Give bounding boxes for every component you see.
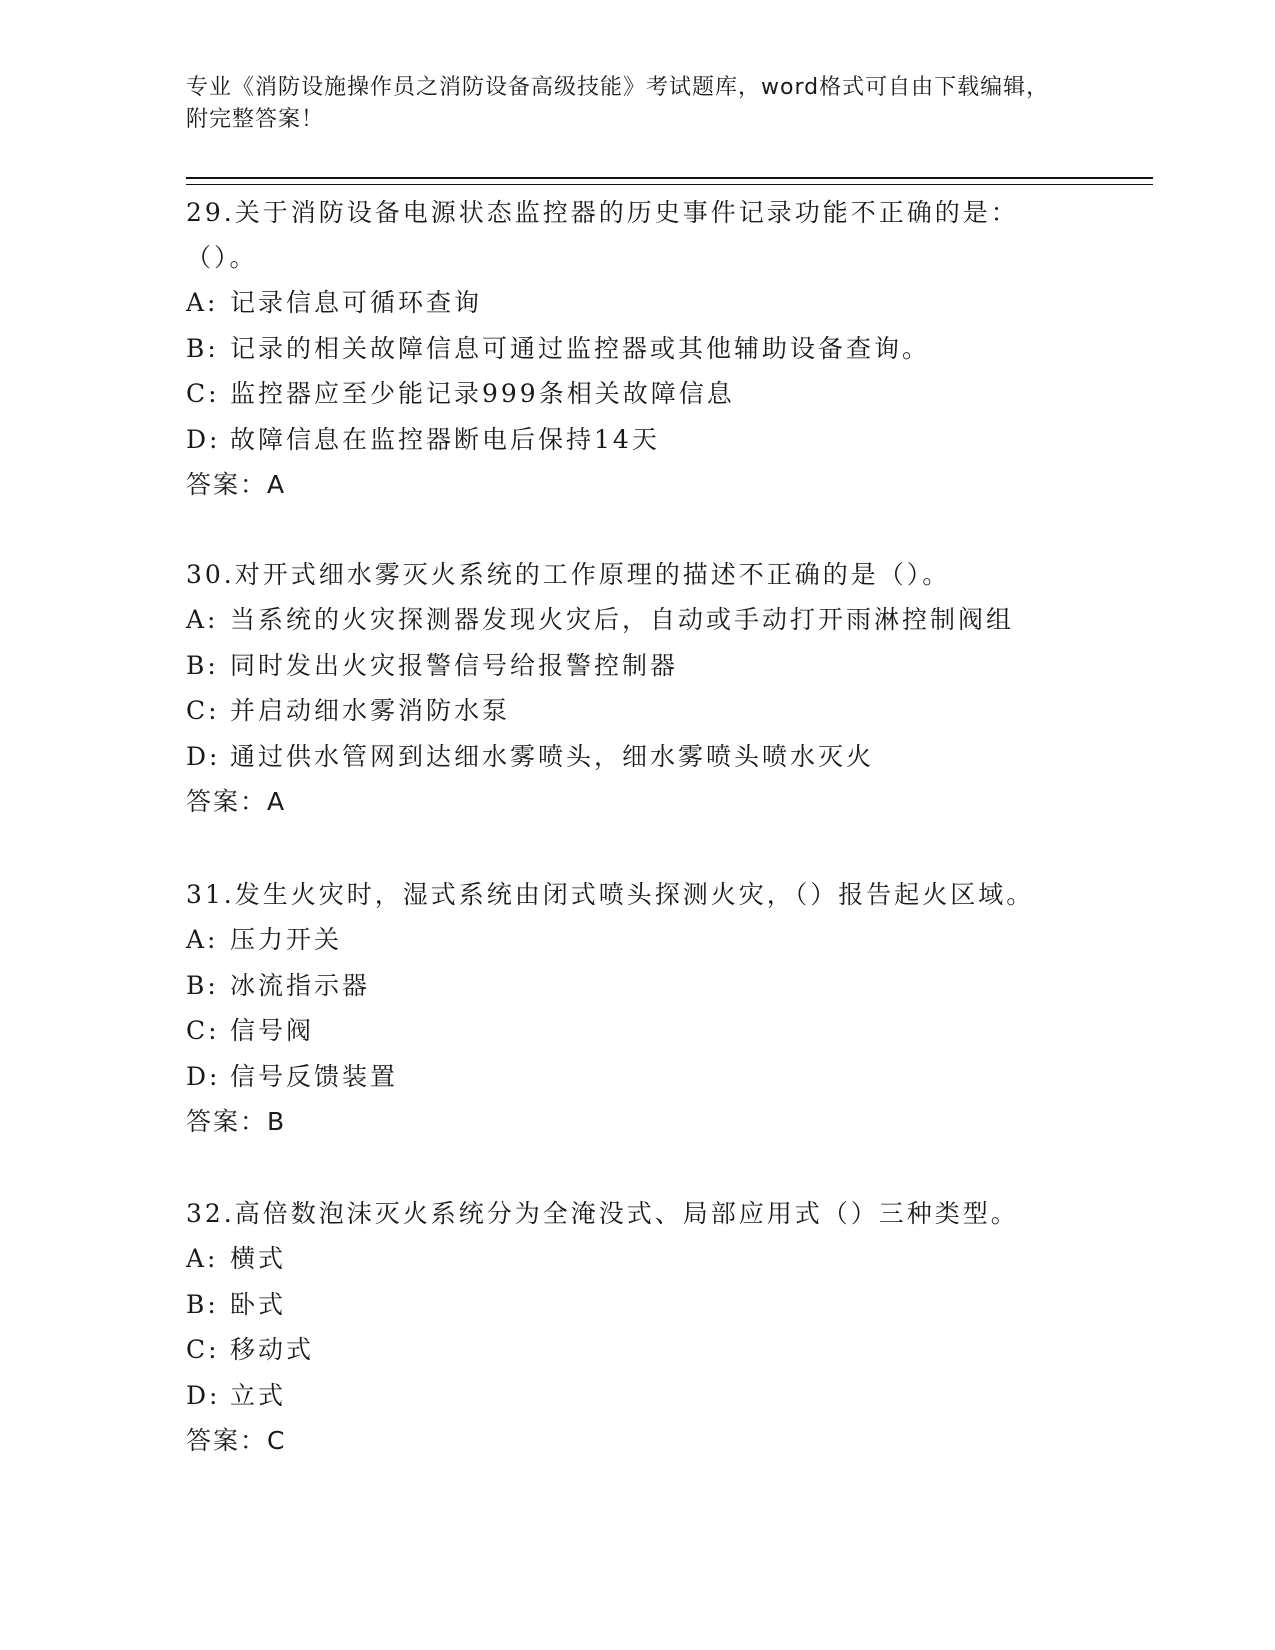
option-d xyxy=(186,1373,1066,1419)
option-text: 监控器应至少能记录999条相关故障信息 xyxy=(230,379,735,408)
option-c xyxy=(186,371,1066,417)
option-d xyxy=(186,734,1066,780)
option-letter: D: xyxy=(186,424,221,454)
option-text: 信号反馈装置 xyxy=(230,1061,399,1091)
option-letter: B: xyxy=(186,1289,219,1319)
option-c xyxy=(186,688,1066,734)
option-d xyxy=(186,417,1066,463)
option-text: 记录信息可循环查询 xyxy=(230,288,483,317)
document-header: 专业《消防设施操作员之消防设备高级技能》考试题库，word格式可自由下载编辑，附完整答案！ xyxy=(186,75,1050,132)
question-stem: 30.对开式细水雾灭火系统的工作原理的描述不正确的是（）。 xyxy=(186,560,951,589)
option-letter: A: xyxy=(186,288,219,317)
option-letter: C: xyxy=(186,1016,220,1045)
option-b xyxy=(186,1282,1066,1328)
option-letter: A: xyxy=(186,605,219,634)
option-text: 立式 xyxy=(230,1380,287,1410)
option-text: 故障信息在监控器断电后保持14天 xyxy=(230,424,660,454)
option-letter: C: xyxy=(186,1335,220,1364)
question-stem: 32.高倍数泡沫灭火系统分为全淹没式、局部应用式（）三种类型。 xyxy=(186,1199,1019,1228)
option-b xyxy=(186,643,1066,689)
option-letter: B: xyxy=(186,333,219,363)
option-d xyxy=(186,1054,1066,1100)
question-stem: 29.关于消防设备电源状态监控器的历史事件记录功能不正确的是：（）。 xyxy=(186,198,1019,272)
option-letter: A: xyxy=(186,1244,219,1273)
option-letter: D: xyxy=(186,1380,221,1410)
option-c xyxy=(186,1008,1066,1054)
option-c xyxy=(186,1327,1066,1373)
option-letter: B: xyxy=(186,650,219,680)
option-text: 冰流指示器 xyxy=(230,970,371,1000)
option-text: 压力开关 xyxy=(230,925,343,954)
option-text: 通过供水管网到达细水雾喷头，细水雾喷头喷水灭火 xyxy=(230,741,875,771)
answer-line: 答案：A xyxy=(186,787,287,816)
option-b xyxy=(186,963,1066,1009)
option-text: 移动式 xyxy=(230,1335,315,1364)
option-text: 并启动细水雾消防水泵 xyxy=(230,696,511,725)
answer-line: 答案：B xyxy=(186,1107,287,1136)
option-text: 当系统的火灾探测器发现火灾后，自动或手动打开雨淋控制阀组 xyxy=(230,605,1015,634)
option-letter: D: xyxy=(186,741,221,771)
question-31 xyxy=(186,872,1066,1145)
option-a xyxy=(186,1236,1066,1282)
option-letter: C: xyxy=(186,696,220,725)
option-letter: D: xyxy=(186,1061,221,1091)
option-a xyxy=(186,917,1066,963)
question-stem: 31.发生火灾时，湿式系统由闭式喷头探测火灾，（）报告起火区域。 xyxy=(186,880,1035,909)
option-text: 横式 xyxy=(230,1244,287,1273)
option-a xyxy=(186,597,1066,643)
option-text: 信号阀 xyxy=(230,1016,315,1045)
question-29 xyxy=(186,190,1066,508)
option-letter: C: xyxy=(186,379,220,408)
question-32 xyxy=(186,1191,1066,1464)
answer-line: 答案：A xyxy=(186,470,287,499)
option-letter: A: xyxy=(186,925,219,954)
option-text: 记录的相关故障信息可通过监控器或其他辅助设备查询。 xyxy=(230,333,931,363)
header-divider-thick xyxy=(186,177,1153,179)
option-text: 卧式 xyxy=(230,1289,287,1319)
option-b xyxy=(186,326,1066,372)
option-text: 同时发出火灾报警信号给报警控制器 xyxy=(230,650,679,680)
answer-line: 答案：C xyxy=(186,1426,287,1455)
header-divider-thin xyxy=(186,184,1153,185)
question-30 xyxy=(186,552,1066,825)
option-letter: B: xyxy=(186,970,219,1000)
option-a xyxy=(186,280,1066,326)
